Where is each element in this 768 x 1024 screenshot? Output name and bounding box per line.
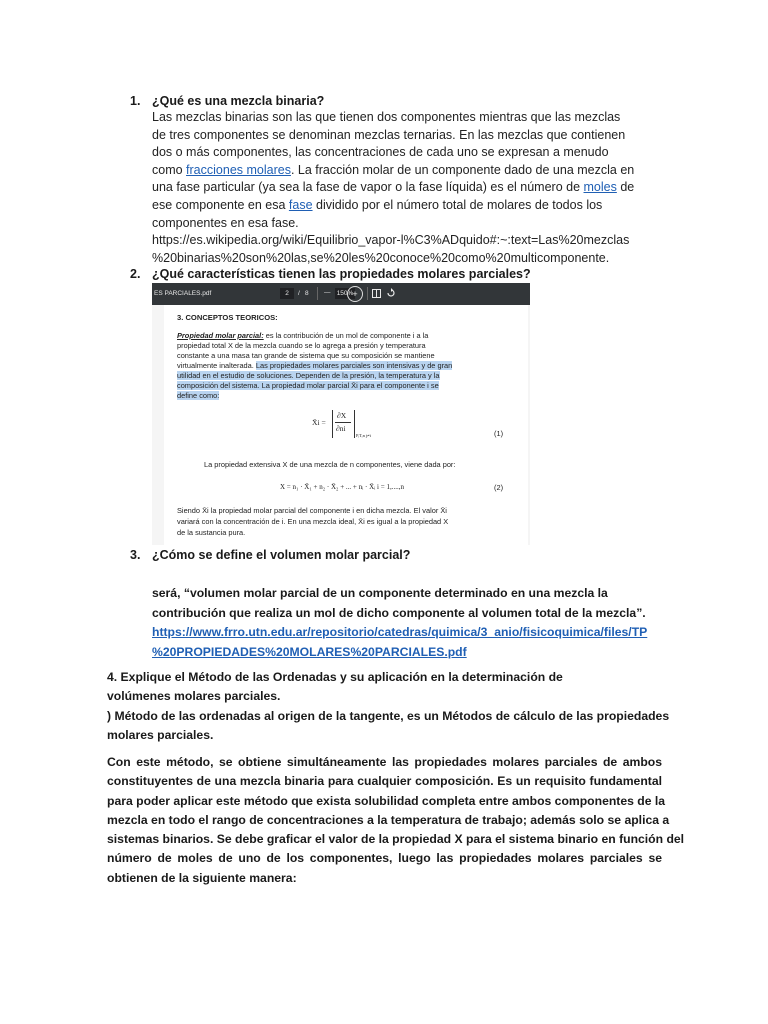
eq1-subscript: P,T,n j≠i — [356, 433, 372, 438]
q3-line: contribución que realiza un mol de dicho componente al volumen total de la mezcla”. — [152, 605, 646, 620]
eq1-bracket-left — [332, 410, 334, 438]
pdf-line: La propiedad extensiva X de una mezcla de n componentes, viene dada por: — [204, 460, 456, 469]
pdf-toolbar — [152, 283, 530, 305]
pdf-line — [177, 331, 428, 340]
pdf-filename: ES PARCIALES.pdf — [154, 290, 212, 297]
q4-para-line: Con este método, se obtiene simultáneamente las propiedades molares parciales de ambos — [107, 755, 662, 769]
q4-para-line: mezcla en todo el rango de concentraciones a la temperatura de trabajo; además solo se aplica a — [107, 812, 670, 827]
q3-url-line[interactable]: https://www.frro.utn.edu.ar/repositorio/catedras/quimica/3_anio/fisicoquimica/files/TP — [152, 625, 648, 639]
pdf-line: de la sustancia pura. — [177, 528, 246, 537]
pdf-line: variará con la concentración de i. En una mezcla ideal, X̄i es igual a la propiedad X — [177, 517, 449, 526]
pdf-line: Siendo X̄i la propiedad molar parcial del componente i en dicha mezcla. El valor X̄i — [177, 506, 447, 515]
link-fase[interactable]: fase — [288, 197, 313, 212]
q4-title — [107, 668, 563, 706]
fit-page-icon[interactable] — [372, 289, 381, 298]
text: dividido por el número total de molares de todos los — [312, 197, 603, 212]
q1-answer — [152, 109, 672, 267]
highlighted-text: composición del sistema. La propiedad molar parcial X̄i para el componente i se — [177, 381, 439, 390]
link-moles[interactable]: moles — [583, 180, 617, 195]
pdf-page — [164, 305, 528, 545]
pdf-line — [177, 361, 452, 370]
q4-title-line: volúmenes molares parciales. — [107, 689, 281, 703]
link-fracciones-molares[interactable]: fracciones molares — [186, 162, 291, 177]
text: una fase particular (ya sea la fase de vapor o la fase líquida) es el número de — [152, 180, 584, 195]
q3-number: 3. — [130, 548, 141, 562]
q1-url-line: %20binarias%20son%20las,se%20les%20conoce%20como%20multicomponente. — [152, 250, 610, 265]
q2-title: ¿Qué características tienen las propiedades molares parciales? — [152, 267, 531, 281]
q4-para-line: para poder aplicar este método que exista solubilidad completa entre ambos componentes de la — [107, 793, 666, 808]
rotate-icon[interactable] — [386, 288, 396, 298]
highlighted-text: define como: — [177, 391, 220, 400]
q4-para-line: constituyentes de una mezcla binaria para cualquier composición. Es un requisito fundamental — [107, 774, 662, 789]
text: . La fracción molar de un componente dado de una mezcla en — [290, 162, 635, 177]
q4-paragraph — [107, 753, 685, 888]
toolbar-divider — [367, 287, 368, 300]
q4-title-line: 4. Explique el Método de las Ordenadas y su aplicación en la determinación de — [107, 670, 563, 684]
q1-title: ¿Qué es una mezcla binaria? — [152, 94, 325, 108]
toolbar-divider — [317, 287, 318, 300]
pdf-viewer-screenshot — [152, 283, 530, 545]
text: como — [152, 162, 187, 177]
q4-answer-line: molares parciales. — [107, 728, 214, 742]
zoom-level-field[interactable]: 150% — [336, 290, 354, 297]
q4-answer-line: ) Método de las ordenadas al origen de la tangente, es un Métodos de cálculo de las propiedades — [107, 709, 670, 723]
zoom-out-button[interactable]: — — [324, 289, 331, 296]
highlighted-text: Las propiedades molares parciales son intensivas y de gran — [255, 361, 453, 370]
q3-url-line[interactable]: %20PROPIEDADES%20MOLARES%20PARCIALES.pdf — [152, 644, 467, 659]
q4-answer-intro — [107, 707, 669, 745]
q4-para-line: obtienen de la siguiente manera: — [107, 870, 297, 885]
q2-number: 2. — [130, 267, 141, 281]
fraction-line — [335, 422, 351, 423]
q3-url[interactable] — [152, 623, 647, 643]
q1-line — [152, 179, 672, 197]
page-separator: / — [298, 290, 300, 297]
q3-line: será, “volumen molar parcial de un componente determinado en una mezcla la — [152, 586, 608, 600]
highlighted-text: utilidad en el estudio de soluciones. Dependen de la presión, la temperatura y la — [177, 371, 440, 380]
pdf-line: constante a una masa tan grande de sistema que su composición se mantiene — [177, 351, 435, 360]
pdf-section-title: 3. CONCEPTOS TEORICOS: — [177, 313, 278, 322]
text: ese componente en esa — [152, 197, 289, 212]
q1-line: de tres componentes se denominan mezclas ternarias. En las mezclas que contienen — [152, 127, 626, 142]
q1-line: componentes en esa fase. — [152, 215, 299, 230]
q1-line: dos o más componentes, las concentraciones de cada uno se expresan a menudo — [152, 145, 609, 160]
eq2-label: (2) — [494, 483, 504, 492]
q1-line: Las mezclas binarias son las que tienen dos componentes mientras que las mezclas — [152, 110, 621, 124]
text: de — [616, 180, 635, 195]
eq1-label: (1) — [494, 429, 504, 438]
page-number-field[interactable]: 2 — [280, 288, 294, 299]
q3-title: ¿Cómo se define el volumen molar parcial? — [152, 548, 411, 562]
q3-answer — [152, 584, 647, 662]
pdf-term: Propiedad molar parcial: — [177, 331, 264, 340]
eq1-denominator: ∂ni — [336, 424, 346, 433]
text: es la contribución de un mol de componente i a la — [263, 331, 429, 340]
eq1-lhs: X̄i = — [312, 418, 326, 427]
equation-2: X = n₁ · X̄₁ + n₂ · X̄₂ + ... + nᵢ · X̄ᵢ i = 1,....,n — [280, 483, 404, 491]
q1-line — [152, 162, 672, 180]
zoom-in-button[interactable]: + — [347, 286, 363, 302]
page-total: 8 — [305, 290, 309, 297]
pdf-line: propiedad total X de la mezcla cuando se lo agrega a presión y temperatura — [177, 341, 426, 350]
q4-para-line: sistemas binarios. Se debe graficar el valor de la propiedad X para el sistema binario en función del — [107, 832, 685, 847]
q1-url-line: https://es.wikipedia.org/wiki/Equilibrio_vapor-l%C3%ADquido#:~:text=Las%20mezclas — [152, 233, 630, 248]
q1-number: 1. — [130, 94, 141, 108]
eq1-numerator: ∂X — [337, 411, 347, 420]
pdf-canvas — [152, 305, 530, 545]
text: virtualmente inalterada. — [177, 361, 256, 370]
q1-line — [152, 197, 672, 215]
q4-para-line: número de moles de uno de los componentes, luego las propiedades molares parciales se — [107, 851, 662, 866]
